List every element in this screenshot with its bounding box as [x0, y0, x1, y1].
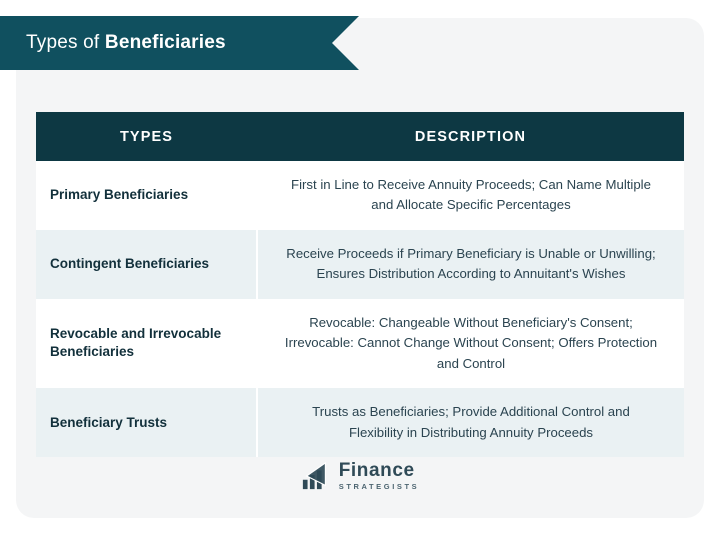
cell-description: Trusts as Beneficiaries; Provide Additional Control and Flexibility in Distributing Annuity Proceeds [257, 388, 684, 457]
table-row [36, 388, 684, 457]
table-row [36, 161, 684, 230]
page-title [26, 32, 226, 54]
cell-description: Receive Proceeds if Primary Beneficiary is Unable or Unwilling; Ensures Distribution According to Annuitant's Wishes [257, 230, 684, 299]
brand-logo [0, 461, 720, 491]
bar-chart-arrow-icon [301, 461, 331, 491]
logo-name: Finance [338, 460, 415, 482]
logo-tagline: STRATEGISTS [338, 482, 420, 492]
table-row [36, 230, 684, 299]
page-title-prefix: Types of [26, 32, 105, 53]
cell-description: Revocable: Changeable Without Beneficiary's Consent; Irrevocable: Cannot Change Without Consent; Offers Protection and Control [257, 299, 684, 388]
column-header-description: DESCRIPTION [257, 112, 684, 161]
table-header-row [36, 112, 684, 161]
beneficiary-types-table [36, 112, 684, 457]
cell-type: Revocable and Irrevocable Beneficiaries [36, 299, 257, 388]
cell-type: Beneficiary Trusts [36, 388, 257, 457]
logo-wordmark [339, 461, 420, 491]
table-row [36, 299, 684, 388]
page-title-emphasis: Beneficiaries [104, 32, 226, 53]
cell-type: Primary Beneficiaries [36, 161, 257, 230]
title-ribbon [0, 16, 332, 70]
cell-description: First in Line to Receive Annuity Proceeds; Can Name Multiple and Allocate Specific Percentages [257, 161, 684, 230]
cell-type: Contingent Beneficiaries [36, 230, 257, 299]
column-header-types: TYPES [36, 112, 257, 161]
